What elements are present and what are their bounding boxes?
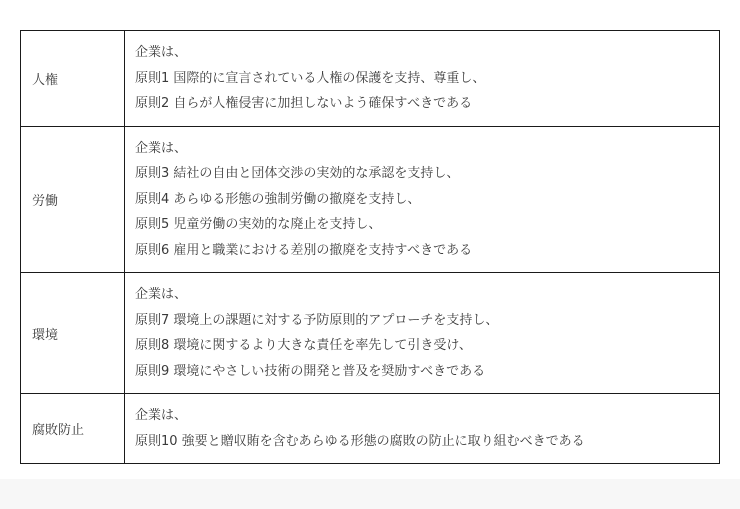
principle-line: 企業は、 [135,287,188,302]
principles-cell [125,31,720,127]
category-cell: 人権 [21,31,125,127]
principle-line: 原則8 環境に関するより大きな責任を率先して引き受け、 [135,338,472,353]
principle-line: 原則2 自らが人権侵害に加担しないよう確保すべきである [135,96,473,111]
table-row-labour [21,126,720,273]
table-row-anti-corruption [21,394,720,464]
principles-table [20,30,720,464]
principle-line: 原則5 児童労働の実効的な廃止を支持し、 [135,217,382,232]
principle-line: 原則9 環境にやさしい技術の開発と普及を奨励すべきである [135,363,486,379]
principle-line: 企業は、 [135,140,188,156]
principles-cell [125,273,720,394]
principle-line: 原則7 環境上の課題に対する予防原則的アプローチを支持し、 [135,312,499,328]
principles-table-body [21,31,720,464]
principle-line: 原則6 雇用と職業における差別の撤廃を支持すべきである [135,242,473,258]
category-cell: 労働 [21,126,125,273]
table-row-human-rights [21,31,720,127]
principle-line: 企業は、 [135,408,188,423]
principle-line: 企業は、 [135,45,188,60]
category-cell: 腐敗防止 [21,394,125,464]
category-cell: 環境 [21,273,125,394]
principle-line: 原則4 あらゆる形態の強制労働の撤廃を支持し、 [135,191,421,207]
table-row-environment [21,273,720,394]
principles-cell [125,126,720,273]
principle-line: 原則1 国際的に宣言されている人権の保護を支持、尊重し、 [135,70,486,86]
principle-line: 原則3 結社の自由と団体交渉の実効的な承認を支持し、 [135,166,460,181]
principle-line: 原則10 強要と贈収賄を含むあらゆる形態の腐敗の防止に取り組むべきである [135,433,585,449]
principles-cell [125,394,720,464]
